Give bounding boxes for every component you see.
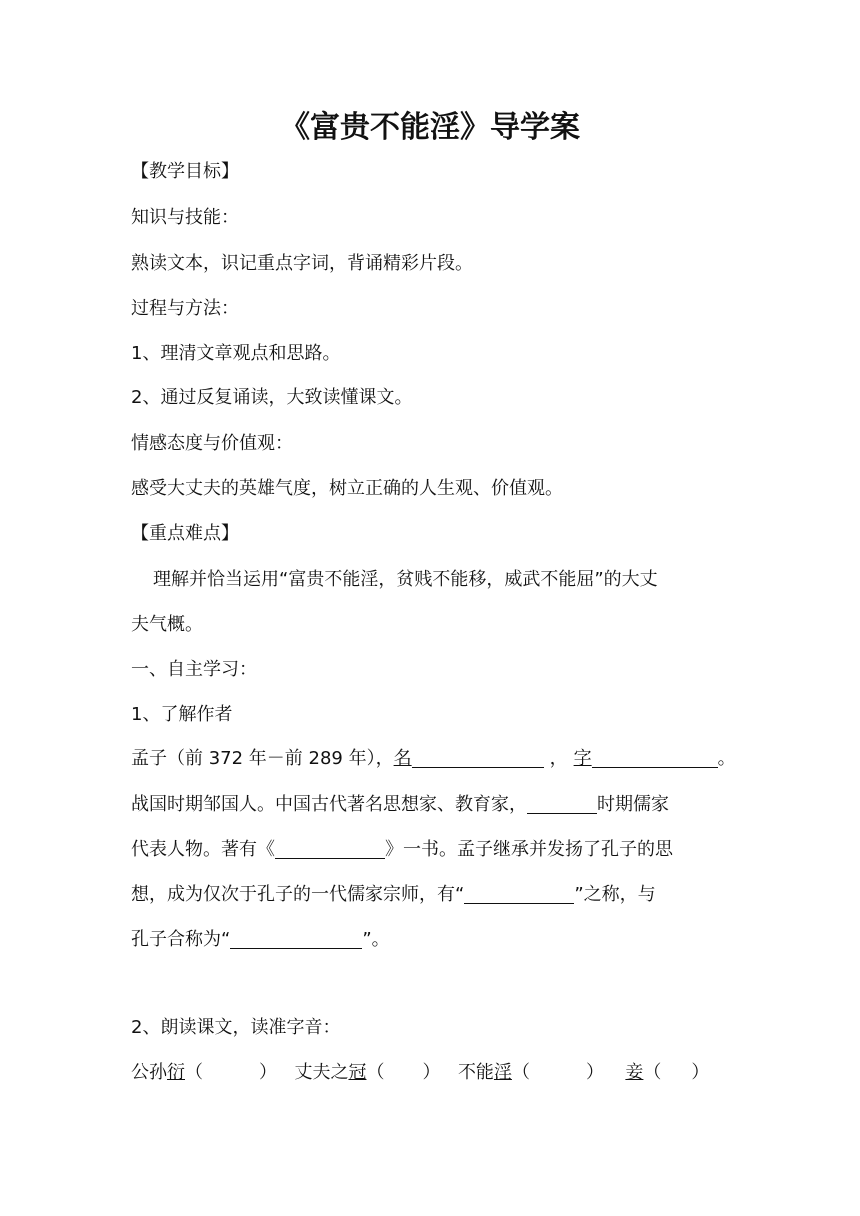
pron-1-char: 衍 xyxy=(167,1062,185,1083)
process-heading: 过程与方法： xyxy=(131,298,239,319)
pron-1-close: ） xyxy=(259,1062,277,1083)
process-item-2: 2、通过反复诵读，大致读懂课文。 xyxy=(131,387,413,408)
author-line-3 xyxy=(131,836,731,864)
pron-2-char: 冠 xyxy=(348,1062,367,1083)
self-study-heading: 一、自主学习： xyxy=(131,659,257,680)
author-dates: 孟子（前 372 年－前 289 年）， xyxy=(131,748,394,769)
author-heading: 1、了解作者 xyxy=(131,704,233,725)
pron-2-prefix: 丈夫之 xyxy=(294,1062,349,1083)
title-blank[interactable] xyxy=(464,881,574,904)
period: 。 xyxy=(717,748,736,769)
name-blank[interactable] xyxy=(412,745,544,768)
author-line-5-text: 孔子合称为“ xyxy=(131,929,231,950)
author-line-2-text: 战国时期邹国人。中国古代著名思想家、教育家， xyxy=(131,794,527,815)
reading-heading: 2、朗读课文，读准字音： xyxy=(131,1017,341,1038)
knowledge-text: 熟读文本，识记重点字词，背诵精彩片段。 xyxy=(131,253,473,274)
joint-title-blank[interactable] xyxy=(230,926,362,949)
book-blank[interactable] xyxy=(275,836,385,859)
author-line-5-tail: ”。 xyxy=(362,929,390,950)
emotion-heading: 情感态度与价值观： xyxy=(131,433,293,454)
courtesy-name-blank[interactable] xyxy=(592,745,718,768)
comma: ， xyxy=(549,748,568,769)
author-line-5 xyxy=(131,926,731,954)
pron-1-open: （ xyxy=(185,1062,203,1083)
page-title: 《富贵不能淫》导学案 xyxy=(280,110,580,145)
key-text-line-1: 理解并恰当运用“富贵不能淫，贫贱不能移，威武不能屈”的大丈 xyxy=(153,569,658,590)
pron-2-open: （ xyxy=(366,1062,385,1083)
author-line-3-text: 代表人物。著有《 xyxy=(131,839,275,860)
author-line-4-tail: ”之称，与 xyxy=(574,884,656,905)
author-line-1 xyxy=(131,745,736,773)
pron-3-close: ） xyxy=(585,1062,604,1083)
pron-4-close: ） xyxy=(691,1062,710,1083)
pronunciation-row xyxy=(131,1059,731,1087)
key-heading: 【重点难点】 xyxy=(131,523,239,544)
objectives-heading: 【教学目标】 xyxy=(131,161,239,182)
courtesy-name-label: 字 xyxy=(573,748,592,769)
author-line-2 xyxy=(131,791,731,819)
author-line-4 xyxy=(131,881,731,909)
knowledge-heading: 知识与技能： xyxy=(131,207,239,228)
pron-4-open: （ xyxy=(643,1062,662,1083)
pron-4-char: 妾 xyxy=(625,1062,644,1083)
process-item-1: 1、理清文章观点和思路。 xyxy=(131,343,341,364)
name-label: 名 xyxy=(393,748,412,769)
author-line-2-tail: 时期儒家 xyxy=(597,794,669,815)
pron-3-prefix: 不能 xyxy=(457,1062,494,1083)
pron-3-char: 淫 xyxy=(493,1062,512,1083)
pron-3-open: （ xyxy=(511,1062,530,1083)
emotion-text: 感受大丈夫的英雄气度，树立正确的人生观、价值观。 xyxy=(131,478,563,499)
period-blank[interactable] xyxy=(527,791,597,814)
author-line-3-tail: 》一书。孟子继承并发扬了孔子的思 xyxy=(385,839,673,860)
pron-1-prefix: 公孙 xyxy=(131,1062,167,1083)
author-line-4-text: 想，成为仅次于孔子的一代儒家宗师，有“ xyxy=(131,884,465,905)
pron-2-close: ） xyxy=(422,1062,441,1083)
key-text-line-2: 夫气概。 xyxy=(131,614,203,635)
